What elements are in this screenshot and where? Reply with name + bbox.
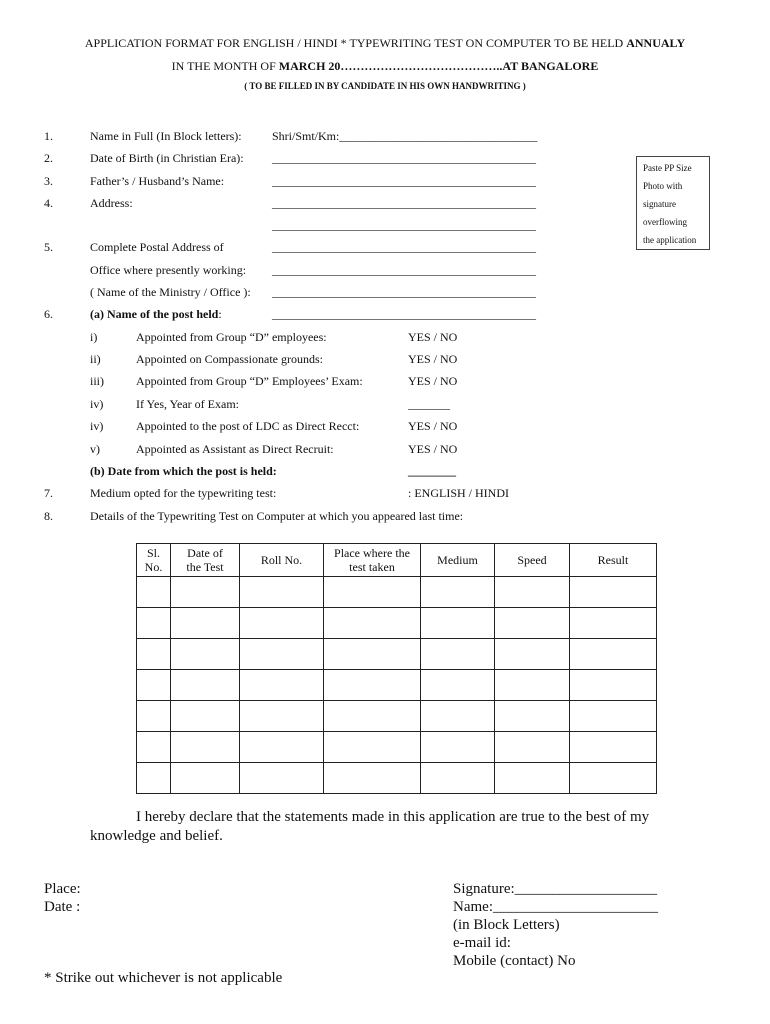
table-cell[interactable] [171, 639, 240, 670]
table-row [137, 701, 657, 732]
post-label [90, 307, 222, 322]
table-cell[interactable] [171, 763, 240, 794]
field-number: 5. [44, 240, 53, 254]
handwriting-note [0, 81, 770, 91]
table-cell[interactable] [240, 670, 324, 701]
email-label: e-mail id: [453, 935, 511, 951]
table-cell[interactable] [137, 732, 171, 763]
compassionate-answer[interactable]: YES / NO [408, 352, 458, 366]
dob-label: Date of Birth (in Christian Era): [90, 151, 244, 165]
footer-name-field[interactable]: Name:______________________ [453, 899, 658, 915]
table-cell[interactable] [570, 701, 657, 732]
table-cell[interactable] [171, 732, 240, 763]
signature-field[interactable]: Signature:___________________ [453, 881, 658, 897]
photo-box-line: overflowing [643, 217, 687, 227]
field-number: 1. [44, 129, 53, 143]
title-line1-bold: ANNUALY [626, 36, 686, 50]
table-cell[interactable] [495, 577, 570, 608]
name-field[interactable]: Shri/Smt/Km:_________________________________ [272, 129, 538, 143]
field-number: 8. [44, 509, 53, 523]
post-held-date-field[interactable] [408, 464, 456, 479]
field-number: 3. [44, 174, 53, 188]
assistant-label: Appointed as Assistant as Direct Recruit: [136, 442, 334, 456]
photo-box-line: Paste PP Size [643, 163, 692, 173]
address-label: Address: [90, 196, 133, 210]
item-roman: iii) [90, 374, 104, 388]
test-details-label: Details of the Typewriting Test on Computer at which you appeared last time: [90, 509, 464, 523]
table-cell[interactable] [240, 732, 324, 763]
item-roman: v) [90, 442, 100, 456]
form-title [0, 36, 770, 51]
table-cell[interactable] [240, 763, 324, 794]
table-cell[interactable] [324, 639, 421, 670]
header-text: Place where the [334, 546, 410, 560]
table-cell[interactable] [324, 732, 421, 763]
ldc-label: Appointed to the post of LDC as Direct Recct: [136, 419, 360, 433]
table-cell[interactable] [495, 701, 570, 732]
header-text: test taken [349, 560, 395, 574]
field-number: 2. [44, 151, 53, 165]
subtitle-prefix: IN THE MONTH OF [171, 59, 279, 73]
item-roman: iv) [90, 419, 104, 433]
compassionate-label: Appointed on Compassionate grounds: [136, 352, 323, 366]
header-sl [137, 544, 171, 577]
address-field[interactable]: ____________________________________________ [272, 196, 536, 210]
table-cell[interactable] [421, 577, 495, 608]
table-cell[interactable] [495, 732, 570, 763]
photo-box-line: Photo with [643, 181, 683, 191]
header-text: the Test [186, 560, 224, 574]
declaration-line1: I hereby declare that the statements made in this application are true to the best of my [136, 809, 650, 825]
post-held-date-label-text: (b) Date from which the post is held: [90, 464, 277, 478]
address-field-2[interactable]: ____________________________________________ [272, 218, 536, 232]
table-cell[interactable] [137, 763, 171, 794]
table-row [137, 732, 657, 763]
table-row [137, 577, 657, 608]
table-cell[interactable] [324, 763, 421, 794]
table-cell[interactable] [240, 639, 324, 670]
table-cell[interactable] [240, 701, 324, 732]
title-line1: APPLICATION FORMAT FOR ENGLISH / HINDI * TYPEWRITING TEST ON COMPUTER TO BE HELD [84, 36, 627, 50]
field-number: 4. [44, 196, 53, 210]
group-d-answer[interactable]: YES / NO [408, 330, 458, 344]
item-roman: i) [90, 330, 98, 344]
mobile-label: Mobile (contact) No [453, 953, 576, 969]
header-speed: Speed [495, 544, 570, 577]
table-cell[interactable] [137, 701, 171, 732]
table-cell[interactable] [570, 670, 657, 701]
group-d-label: Appointed from Group “D” employees: [136, 330, 327, 344]
table-cell[interactable] [495, 639, 570, 670]
exam-year-field[interactable]: _______ [408, 397, 450, 411]
father-name-label: Father’s / Husband’s Name: [90, 174, 225, 188]
item-roman: ii) [90, 352, 101, 366]
table-cell[interactable] [240, 608, 324, 639]
table-cell[interactable] [171, 577, 240, 608]
table-cell[interactable] [570, 639, 657, 670]
photo-box-line: the application [643, 235, 697, 245]
office-label-2: Office where presently working: [90, 263, 247, 277]
table-cell[interactable] [324, 701, 421, 732]
table-cell[interactable] [324, 577, 421, 608]
field-number: 7. [44, 486, 53, 500]
post-label-text: (a) Name of the post held [90, 307, 219, 321]
strike-out-note: * Strike out whichever is not applicable [44, 970, 283, 986]
test-details-table [136, 543, 657, 794]
table-cell[interactable] [137, 608, 171, 639]
office-address-field[interactable]: ____________________________________________ [272, 240, 536, 254]
table-row [137, 608, 657, 639]
table-cell[interactable] [495, 670, 570, 701]
dob-field[interactable]: ____________________________________________ [272, 151, 536, 165]
table-header-row [137, 544, 657, 577]
assistant-answer[interactable]: YES / NO [408, 442, 458, 456]
post-held-date-blank: ________ [408, 464, 456, 478]
header-place [324, 544, 421, 577]
header-result: Result [570, 544, 657, 577]
table-cell[interactable] [421, 701, 495, 732]
handwriting-note-text: ( TO BE FILLED IN BY CANDIDATE IN HIS OWN HANDWRITING ) [244, 81, 526, 91]
table-cell[interactable] [137, 639, 171, 670]
office-address-label: Complete Postal Address of [90, 240, 224, 254]
table-cell[interactable] [570, 608, 657, 639]
office-field-2[interactable]: ____________________________________________ [272, 263, 536, 277]
header-medium: Medium [421, 544, 495, 577]
header-date [171, 544, 240, 577]
place-label: Place: [44, 881, 81, 897]
table-cell[interactable] [495, 763, 570, 794]
table-cell[interactable] [171, 670, 240, 701]
block-letters-note: (in Block Letters) [453, 917, 560, 933]
table-cell[interactable] [570, 577, 657, 608]
father-name-field[interactable]: ____________________________________________ [272, 174, 536, 188]
subtitle-bold: MARCH 20…………………………………..AT BANGALORE [278, 59, 599, 73]
group-d-exam-label: Appointed from Group “D” Employees’ Exam: [136, 374, 363, 388]
table-cell[interactable] [421, 763, 495, 794]
table-cell[interactable] [137, 670, 171, 701]
table-cell[interactable] [421, 639, 495, 670]
table-cell[interactable] [421, 608, 495, 639]
ministry-label: ( Name of the Ministry / Office ): [90, 285, 251, 299]
post-label-colon: : [218, 307, 222, 321]
table-cell[interactable] [421, 732, 495, 763]
date-label: Date : [44, 899, 81, 915]
post-held-date-label [90, 464, 277, 479]
group-d-exam-answer[interactable]: YES / NO [408, 374, 458, 388]
photo-box-line: signature [643, 199, 676, 209]
table-cell[interactable] [171, 701, 240, 732]
photo-box [636, 156, 710, 250]
exam-year-label: If Yes, Year of Exam: [136, 397, 239, 411]
table-row [137, 639, 657, 670]
table-cell[interactable] [137, 577, 171, 608]
post-field[interactable]: ____________________________________________ [272, 307, 536, 321]
declaration-line2: knowledge and belief. [90, 828, 223, 844]
name-label: Name in Full (In Block letters): [90, 129, 242, 143]
table-cell[interactable] [171, 608, 240, 639]
ministry-field[interactable]: ____________________________________________ [272, 285, 536, 299]
ldc-answer[interactable]: YES / NO [408, 419, 458, 433]
table-cell[interactable] [324, 670, 421, 701]
table-cell[interactable] [570, 763, 657, 794]
header-text: Date of [187, 546, 223, 560]
form-subtitle [0, 59, 770, 74]
table-row [137, 763, 657, 794]
medium-answer[interactable]: : ENGLISH / HINDI [408, 486, 509, 500]
field-number: 6. [44, 307, 53, 321]
header-text: No. [144, 560, 163, 574]
header-text: Sl. [146, 546, 160, 560]
table-cell[interactable] [570, 732, 657, 763]
table-cell[interactable] [324, 608, 421, 639]
medium-label: Medium opted for the typewriting test: [90, 486, 277, 500]
table-row [137, 670, 657, 701]
table-cell[interactable] [421, 670, 495, 701]
table-cell[interactable] [495, 608, 570, 639]
header-roll: Roll No. [240, 544, 324, 577]
item-roman: iv) [90, 397, 104, 411]
table-cell[interactable] [240, 577, 324, 608]
